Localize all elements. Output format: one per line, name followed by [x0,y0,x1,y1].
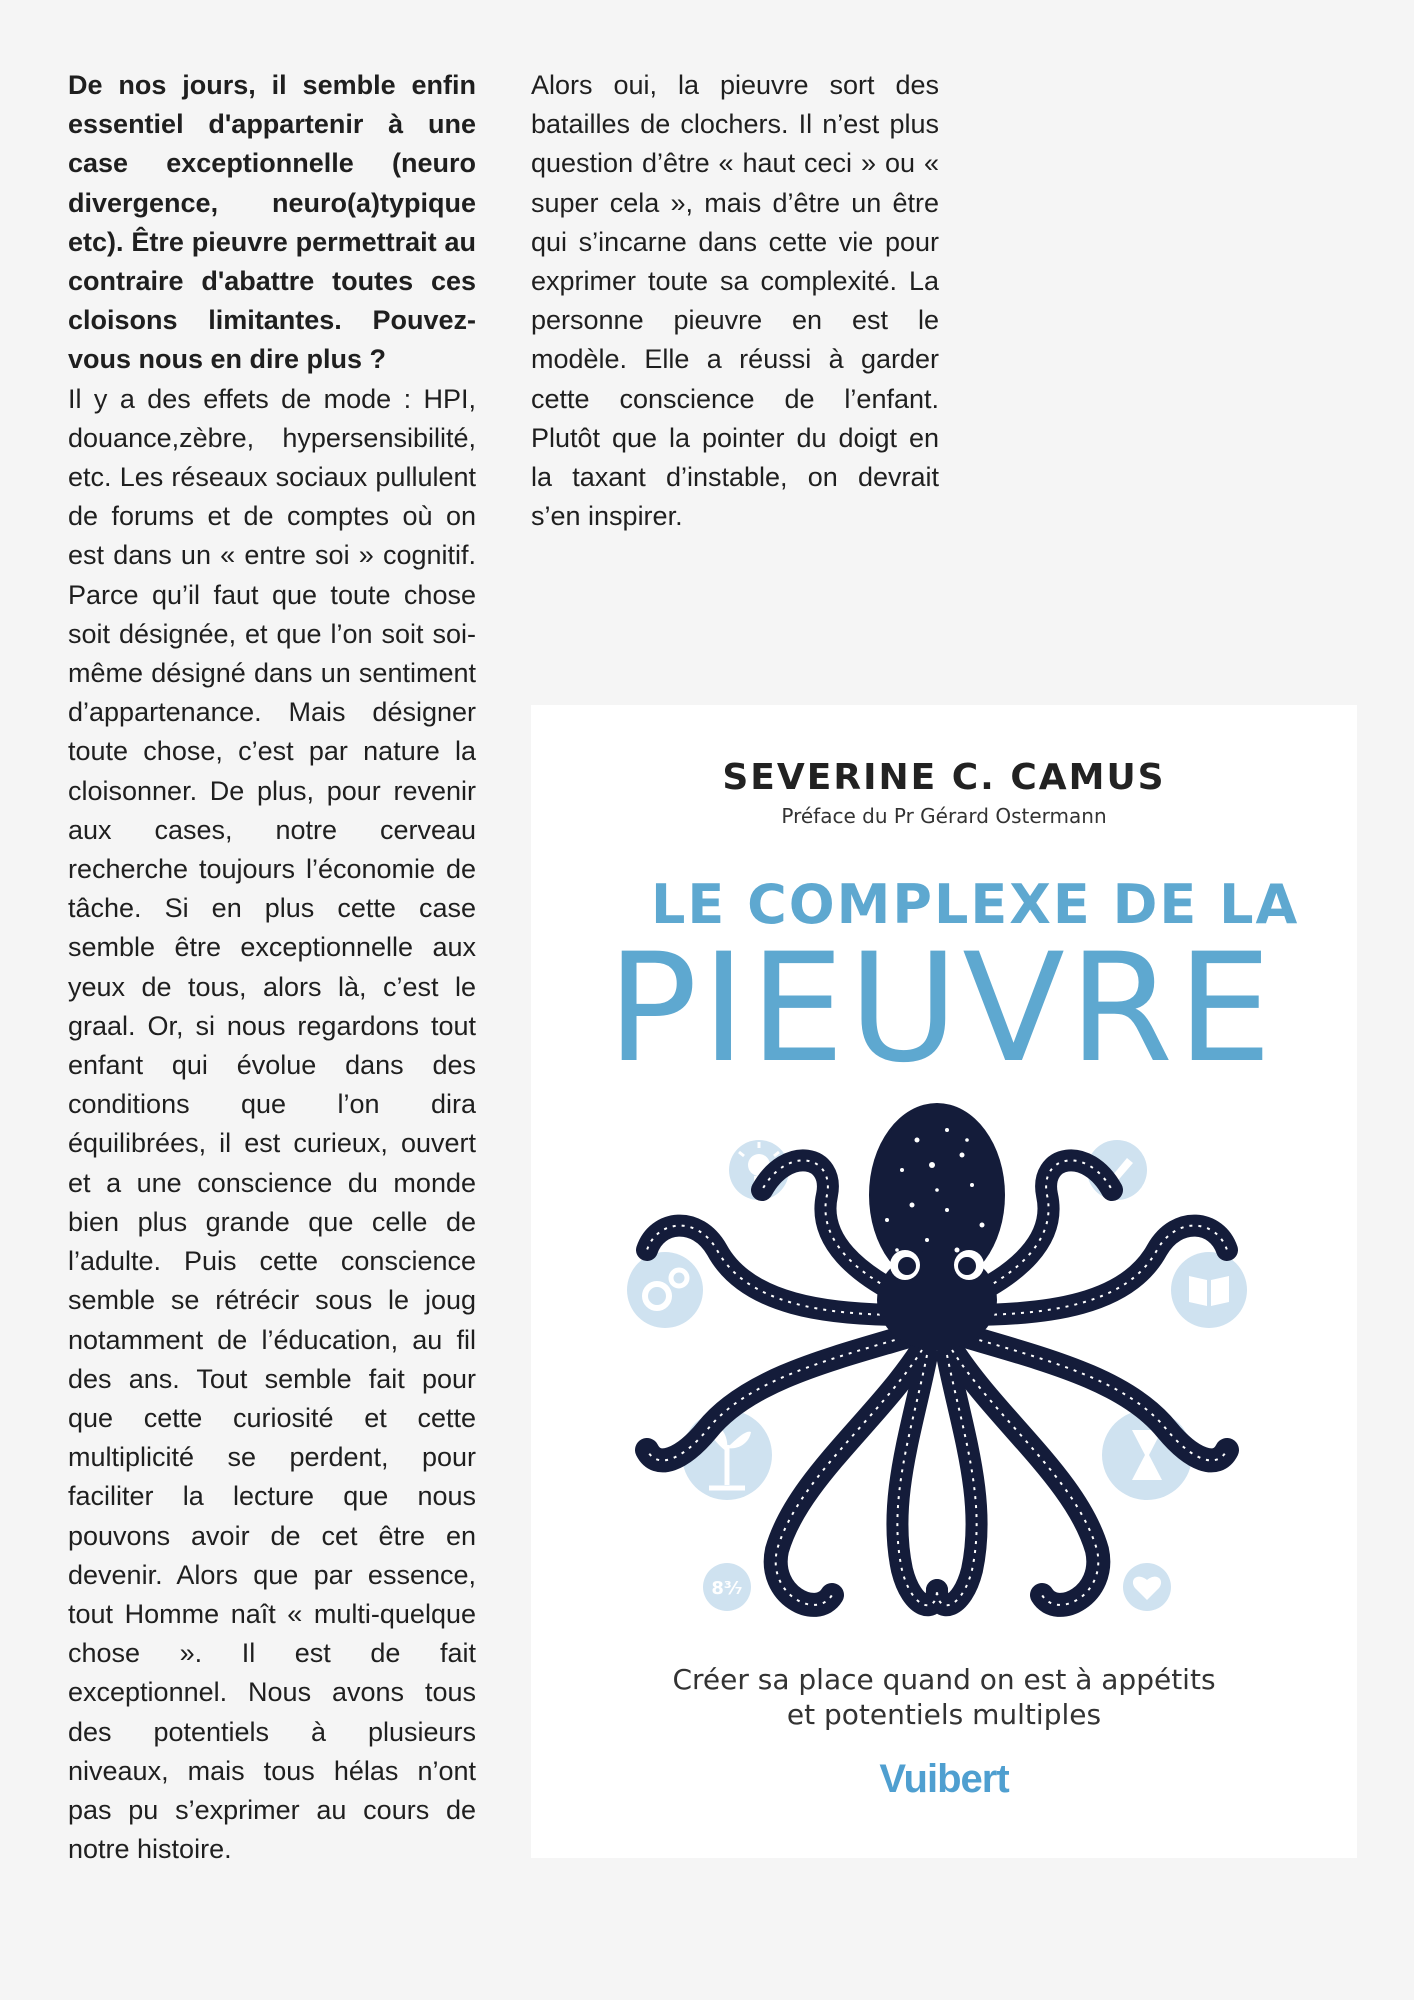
article-column-right [531,66,939,536]
interview-answer-part2: Alors oui, la pieuvre sort des batailles de clochers. Il n’est plus question d’être « haut ceci » ou « super cela », mais d’être un être qui s’incarne dans cette vie pour exprimer toute sa complexité. La personne pieuvre en est le modèle. Elle a réussi à garder cette conscience de l’enfant. Plutôt que la pointer du doigt en la taxant d’instable, on devrait s’en inspirer. [531,70,939,532]
cover-subtitle [631,1662,1257,1732]
cover-subtitle-line1: Créer sa place quand on est à appétits [672,1663,1216,1696]
numbers-icon-text: 8³⁄₇ [711,1578,743,1599]
cover-title-line1: LE COMPLEXE DE LA [651,873,1300,936]
heart-icon [1123,1563,1171,1611]
cover-preface: Préface du Pr Gérard Ostermann [781,804,1107,828]
publisher-logo: Vuibert [879,1757,1009,1801]
interview-question: De nos jours, il semble enfin essentiel d'appartenir à une case exceptionnelle (neuro divergence, neuro(a)typique etc). Être pieuvre permettrait au contraire d'abattre toutes ces cloisons limitantes. Pouvez-vous nous en dire plus ? [68,70,476,375]
book-cover [531,705,1357,1858]
numbers-icon [703,1563,751,1611]
cover-author: SEVERINE C. CAMUS [722,757,1166,798]
book-icon [1171,1252,1247,1328]
cover-subtitle-line2: et potentiels multiples [786,1698,1102,1731]
octopus-head [869,1103,1005,1350]
octopus-illustration [627,1100,1247,1655]
interview-answer-part1: Il y a des effets de mode : HPI, douance,zèbre, hypersensibilité, etc. Les réseaux sociaux pullulent de forums et de comptes où on est dans un « entre soi » cognitif. Parce qu’il faut que toute chose soit désignée, et que l’on soit soi-même désigné dans un sentiment d’appartenance. Mais désigner toute chose, c’est par nature la cloisonner. De plus, pour revenir aux cases, notre cerveau recherche toujours l’économie de tâche. Si en plus cette case semble être exceptionnelle aux yeux de tous, alors là, c’est le graal. Or, si nous regardons tout enfant qui évolue dans des conditions que l’on dira équilibrées, il est curieux, ouvert et a une conscience du monde bien plus grande que celle de l’adulte. Puis cette conscience semble se rétrécir sous le joug notamment de l’éducation, au fil des ans. Tout semble fait pour que cette curiosité et cette multiplicité se perdent, pour faciliter la lecture que nous pouvons avoir de cet être en devenir. Alors que par essence, tout Homme naît « multi-quelque chose ». Il est de fait exceptionnel. Nous avons tous des potentiels à plusieurs niveaux, mais tous hélas n’ont pas pu s’exprimer au cours de notre histoire. [68,383,476,1865]
article-column-left [68,66,476,1869]
cover-title-line2: PIEUVRE [607,922,1276,1096]
gears-icon [627,1252,703,1328]
